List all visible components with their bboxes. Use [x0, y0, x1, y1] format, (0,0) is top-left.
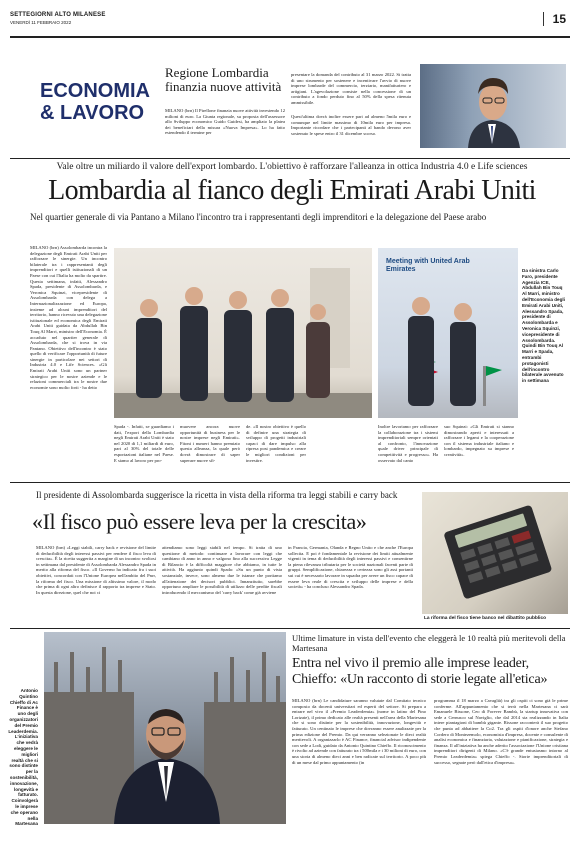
meeting-banner: Meeting with United Arab Emirates — [386, 258, 470, 273]
story4-caption: Antonio Quintino Chieffo di Ac Finance è uno degli organizzatori del Premio Leaderdemia. L'iniziativa che vedrà eleggere le migliori realtà che si sono distinte per la sostenibilità, innovazione, longevità e fatturato. Coinvolgerà le imprese che operano nella Martesana — [8, 688, 38, 827]
page-number-divider — [543, 12, 544, 26]
story3-col3: in Francia, Germania, Olanda e Regno Unito e che anche l'Europa sollecita. E poi è fondamentale la revisione dei limiti attualmente vigenti in tema di deducibilità degli interessi passivi e consentirne la piena rilevanza tributaria per le società nazionali facenti parte di gruppi. Semplificazione, chiarezza e certezza sono gli assi portanti sui cui è necessario lavorare in squadra per avere un fisco capace di essere leva reale di crescita e sviluppo delle imprese e della società» - ha concluso Alessandro Spada. — [288, 545, 413, 590]
story4-kicker: Ultime limature in vista dell'evento che eleggerà le 10 realtà più meritevoli della Martesana — [292, 633, 566, 653]
story3-caption: La riforma del fisco tiene banco nel dibattito pubblico — [424, 616, 547, 621]
meeting-photo-people — [378, 248, 518, 418]
calculator-image — [422, 492, 568, 614]
story2-caption: Da sinistra Carlo Faro, presidente Agenzia ICE, Abdullah Bin Touq Al Marri, ministro dell'Economia degli Emirati Arabi Uniti, Alessandro Spada, presidente di Assolombarda e Veronica Squinzi, vicepresidente di Assolombarda. Quindi Bin Touq Al Marri e Spada, entrambi protagonisti dell'incontro bilaterale avvenuto in settimana — [522, 268, 565, 384]
story4-photo — [44, 632, 286, 824]
section-label — [40, 80, 150, 124]
section-line-2: & LAVORO — [40, 102, 145, 124]
story1-col1: MILANO (brn) Il Pirellone finanzia nuove attività investendo 12 milioni di euro. La Giunta regionale, su proposta dell'assessore allo Sviluppo economico Guido Guidesi, ha ampliato la platea dei beneficiari della misura «Nuova Impresa». Lo ha fatto estendendo il termine per — [165, 108, 285, 136]
story3-col1: MILANO (brn) «Leggi stabili, carry back e revisione del limite di deducibilità degli interessi passivi per rendere il fisco leva di crescita». È la ricetta suggerita a margine di un incontro svoltosi in settimana dal presidente di Assolombarda Alessandro Spada in merito alla riforma del fisco. «Il Governo ha indicato fra i suoi obiettivi, concordati con l'Unione Europea nell'ambito del Pnrr, la riforma del fisco. Una missione di altissimo valore, il modo che prima di ogni altro definisce il rapporto tra imprese e Stato. In questa direzione, quel che noi ci — [36, 545, 156, 595]
issue-date: VENERDÌ 11 FEBBRAIO 2022 — [10, 20, 72, 25]
story1-col2: presentare la domanda del contributo al 31 marzo 2022. Si tratta di uno strumento per sostenere e incentivare l'avvio di nuove imprese lombarde del commercio, terziario, manifatturiero e artigiani. L'agevolazione consiste nella concessione di un contributo a fondo perduto fino al 50% della spesa ritenuta ammissibile. — [291, 72, 411, 105]
story2-photo-meeting — [378, 248, 518, 418]
page-number: 15 — [552, 12, 566, 26]
story2-col4: de. «Il nostro obiettivo è quello di definire una strategia di sviluppo di progetti industriali capaci di dare impulso alla ripresa post pandemica e creare le migliori condizioni per investire. — [246, 424, 306, 463]
story3-kicker: Il presidente di Assolombarda suggerisce la ricetta in vista della riforma tra leggi stabili e carry back — [36, 490, 398, 500]
story3-photo — [422, 492, 568, 614]
story2-headline: Lombardia al fianco degli Emirati Arabi Uniti — [48, 175, 536, 206]
rule-1 — [10, 158, 570, 159]
duomo-portrait — [44, 632, 286, 824]
story3-headline: «Il fisco può essere leva per la crescita» — [32, 509, 367, 534]
story2-col5: Inoltre lavoriamo per rafforzare la collaborazione tra i sistemi imprenditoriali sempre orientati al confronto, l'innovazione quale driver principale di competitività e progresso». Ha osservato dal canto — [378, 424, 438, 463]
story1-col3: Quest'ultima dovrà inoltre essere pari ad almeno 5mila euro e comunque nel limite massimo di 10mila euro per impresa. Importante ricordare che i partecipanti al bando devono aver sostenuto le spese entro il 31 dicembre scorso. — [291, 114, 411, 136]
story1-portrait — [420, 64, 566, 148]
masthead — [10, 6, 570, 36]
rule-2 — [10, 482, 570, 483]
story1-title: Regione Lombardia finanzia nuove attività — [165, 65, 282, 94]
portrait-person — [420, 64, 566, 148]
paper-name: SETTEGIORNI ALTO MILANESE — [10, 12, 106, 18]
story3-col2: attendiamo sono leggi stabili nel tempo. Si tratta di uno questione di metodo: continuare a lavorare con leggi che cambiano di anno in anno e valgono fino alla successiva Legge di Bilancio è la difficoltà maggiore che abbiamo, in tutte le attività. Ha aggiunto quindi Spada: «Su un punto di vista sostanziale, invece, sono almeno due le istanze che portiamo all'attenzione dei decisori pubblici. Innanzitutto, sarebbe opportuno ampliare le possibilità di utilizzo delle perdite fiscali introducendo il meccanismo del 'carry back' come già avviene — [162, 545, 282, 595]
story4-col2: programma il 18 marzo a Cavaglià) tra gli ospiti ci sono già le prime conferme. All'appuntamento che si terrà nella Martesana ci sarà Emanuele Bissone, Ceo di Forever Bambù, la startup innovativa con sede a Cernusco sul Naviglio, che dal 2014 sta realizzando in Italia intere piantagioni di bambù gigante. Rissone racconterà il suo progetto che punta ad abbattere la Co2. Tra gli ospiti d'onore anche Stefano Cordero di Montezemolo, economista d'impresa, docente e consulente di analisi economica e finanziaria, valutazione e pianificazione, strategia e finanza. Il all'iniziativa ha anche aderito l'associazione l'Unione cristiana imprenditori dirigenti di Milano. «C'è grande entusiasmo intorno al Premio Leaderdemia» spiega Chieffo -. Storie imprenditoriali di successo, segnate però dall'etica d'impresa». — [434, 698, 568, 765]
rule-3 — [10, 628, 570, 629]
story2-col6: suo Squinzi: «Gli Emirati si stanno dimostrando aperti e interessati a rafforzare i legami e la cooperazione con il sistema industriale italiano e lombardo, impegnato su imprese e creatività». — [444, 424, 514, 457]
section-line-1: ECONOMIA — [40, 80, 150, 102]
story2-col2: Spada -. Infatti, se guardiamo i dati, l'export della Lombardia negli Emirati Arabi Uniti è stato nel 2020 di 1,1 miliardi di euro, pari al 30% del totale delle esportazioni italiane nel Paese. E siamo al lavoro per pro- — [114, 424, 174, 463]
group-photo-people — [114, 248, 372, 418]
story2-kicker: Vale oltre un miliardo il valore dell'export lombardo. L'obiettivo è rafforzare l'alleanza in ottica Industria 4.0 e Life sciences — [56, 162, 528, 172]
masthead-rule — [10, 36, 570, 38]
story2-photo-group — [114, 248, 372, 418]
story4-headline: Entra nel vivo il premio alle imprese leader, Chieffo: «Un racconto di storie legate all'etica» — [292, 656, 548, 687]
story4-col1: MILANO (brn) Le candidature saranno valutate dal Comitato tecnico composto da docenti universitari ed esperti del settore. Si prepara a entrare nel vivo il «Premio Leaderdemia» (nome in latino del Pino Lorizate), il primo dedicato alle realtà presenti nell'area della Martesana che si sono distinte per la sostenibilità, innovazione, longevità e fatturato. Un centinaio le imprese che dovranno essere analizzate per la prima edizione del Premio. Da qui verranno selezionate le dieci realtà meritevoli. A organizzarlo è AC Finance, financial advisor indipendente con sede a Lodi, guidato da Antonio Quintino Chieffo. Il riconoscimento è rivolto ad aziende con fatturato tra i 500mila e i 30 milioni di euro, con una storia di almeno dieci anni e ben radicate sul territorio. A poco più di un mese dal primo appuntamento (in — [292, 698, 426, 765]
story2-col1: MILANO (brn) Assolombarda incontra la delegazione degli Emirati Arabi Uniti per rafforzare le sinergie. Un incontro bilaterale tra i rappresentanti degli imprenditori e quelli istituzionali di un Paese con cui l'Italia ha molto da spartire. Questa settimana, infatti, Alessandro Spada, presidente di Assolombarda, e Veronica Squinzi, vicepresidente di Assolombarda con delega a Internazionalizzazione ed Europa, insieme ad alcuni imprenditori del territorio, hanno ricevuto una delegazione istituzionale ed economica degli Emirati Arabi Uniti guidata da Abdullah Bin Touq Al Marri, ministro dell'Economia. È accaduto nel quartier generale di Assolombarda, che si trova in via Pantano. Obiettivo dell'incontro è stato quello di verificare l'opportunità di future sinergie in particolare nei settori di Industria 4.0 e Life Sciences. «Gli Emirati Arabi Uniti sono un partner strategico per le nostre aziende e le relazioni commerciali tra le nostre due economie sono molto forti - ha detto — [30, 245, 107, 390]
story2-col3: muovere ancora nuove opportunità di business per le nostre imprese negli Emirati». Fitoni i numeri hanno premiato questa alleanza, la quale però dovrà dimostrare di saper superare nuove sfi- — [180, 424, 240, 463]
story2-subhead: Nel quartier generale di via Pantano a Milano l'incontro tra i rappresentanti degli imprenditori e la delegazione del Paese arabo — [30, 212, 487, 222]
